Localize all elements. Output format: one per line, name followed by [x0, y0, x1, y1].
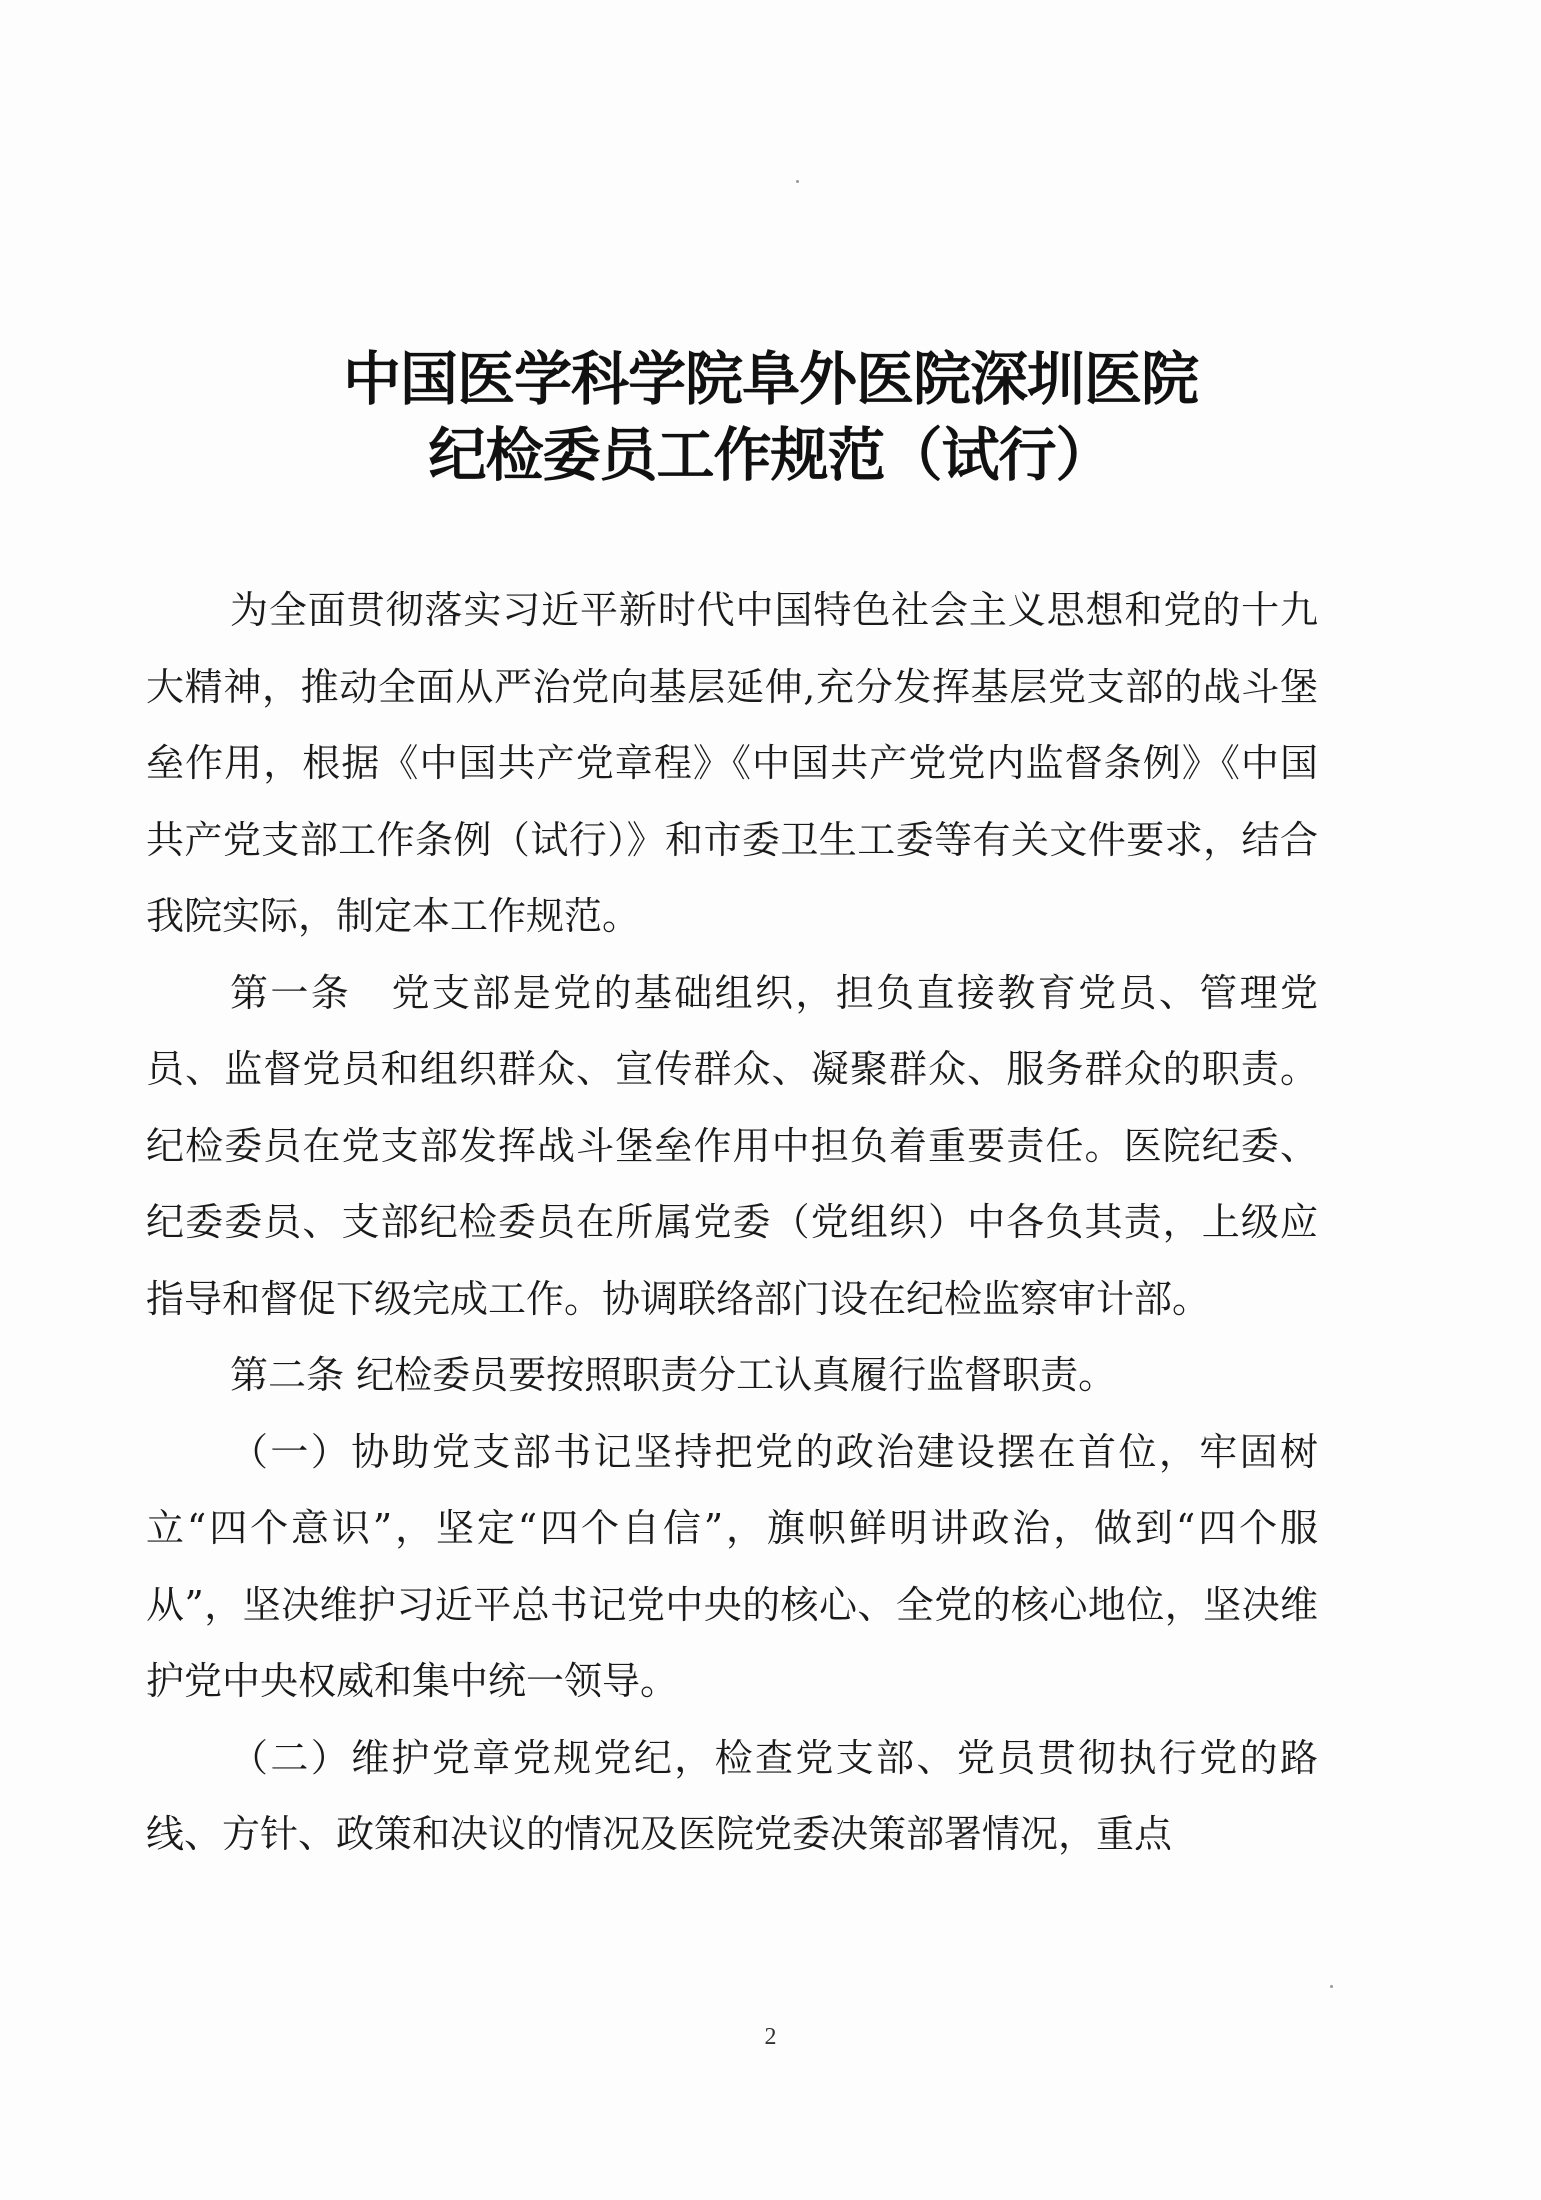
- document-title-line-1: 中国医学科学院阜外医院深圳医院: [342, 345, 1198, 413]
- paragraph-article-1: 第一条 党支部是党的基础组织，担负直接教育党员、管理党员、监督党员和组织群众、宣传群众、凝聚群众、服务群众的职责。纪检委员在党支部发挥战斗堡垒作用中担负着重要责任。医院纪委、纪委委员、支部纪检委员在所属党委（党组织）中各负其责，上级应指导和督促下级完成工作。协调联络部门设在纪检监察审计部。: [146, 970, 1318, 1321]
- scan-speck: [796, 180, 799, 183]
- document-title-line-2: 纪检委员工作规范（试行）: [428, 421, 1113, 489]
- paragraph-preamble: 为全面贯彻落实习近平新时代中国特色社会主义思想和党的十九大精神，推动全面从严治党向基层延伸,充分发挥基层党支部的战斗堡垒作用，根据《中国共产党章程》《中国共产党党内监督条例》《中国共产党支部工作条例（试行）》和市委卫生工委等有关文件要求，结合我院实际，制定本工作规范。: [146, 588, 1318, 938]
- document-body: [146, 572, 1318, 1873]
- paragraph-item-2: （二）维护党章党规党纪，检查党支部、党员贯彻执行党的路线、方针、政策和决议的情况及医院党委决策部署情况，重点: [146, 1735, 1318, 1856]
- scan-speck: [1330, 1985, 1333, 1988]
- paragraph-item-1: （一）协助党支部书记坚持把党的政治建设摆在首位，牢固树立“四个意识”，坚定“四个自信”，旗帜鲜明讲政治，做到“四个服从”，坚决维护习近平总书记党中央的核心、全党的核心地位，坚决维护党中央权威和集中统一领导。: [146, 1429, 1318, 1703]
- paragraph-article-2: 第二条 纪检委员要按照职责分工认真履行监督职责。: [230, 1353, 1117, 1397]
- page-number: 2: [764, 2024, 777, 2050]
